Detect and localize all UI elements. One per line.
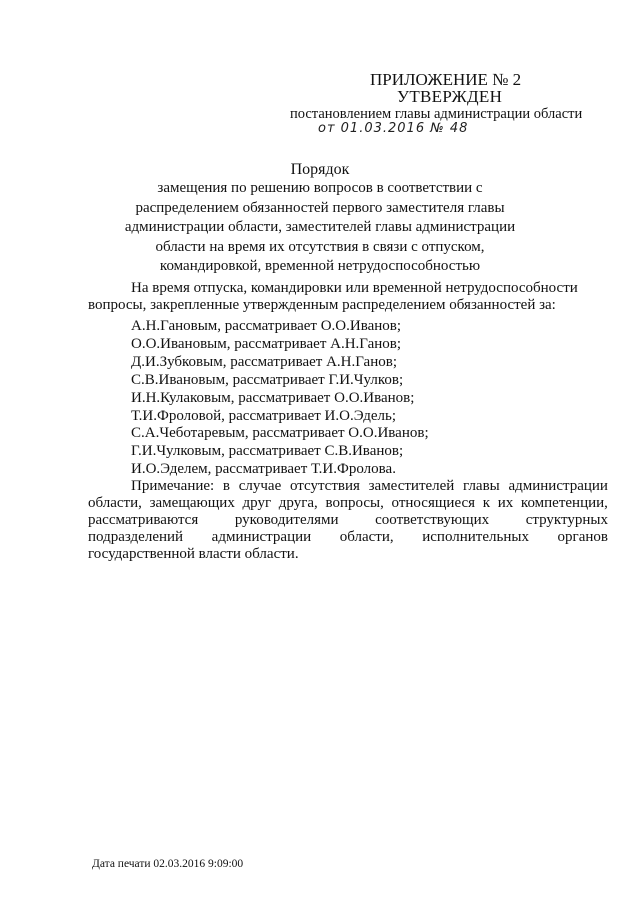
intro-line-2: вопросы, закрепленные утвержденным распределением обязанностей за:: [88, 297, 556, 313]
note-word: к: [482, 495, 491, 511]
assignment-list: [131, 318, 429, 479]
subtitle-line: администрации области, заместителей главы администрации: [124, 219, 516, 235]
note-word: структурных: [525, 512, 608, 528]
decree-reference: постановлением главы администрации области: [290, 106, 583, 122]
list-item: Г.И.Чулковым, рассматривает С.В.Иванов;: [131, 443, 404, 460]
note-word: относящиеся: [391, 495, 476, 511]
approved-heading: УТВЕРЖДЕН: [397, 87, 503, 106]
note-word: администрации: [211, 529, 312, 545]
list-item: И.О.Эделем, рассматривает Т.И.Фролова.: [131, 461, 396, 478]
note-word: компетенции,: [520, 495, 608, 511]
note-word: вопросы,: [325, 495, 384, 511]
note-word: области,: [339, 529, 394, 545]
note-word: руководителями: [234, 512, 339, 528]
list-item: С.В.Ивановым, рассматривает Г.И.Чулков;: [131, 371, 404, 388]
subtitle-line: распределением обязанностей первого заместителя главы: [135, 199, 505, 216]
note-word: исполнительных: [422, 529, 529, 545]
note-word: заместителей: [368, 478, 455, 494]
list-item: Т.И.Фроловой, рассматривает И.О.Эдель;: [131, 407, 397, 424]
note-line-2: [88, 495, 608, 512]
note-word: подразделений: [88, 529, 184, 545]
note-word: друг: [242, 495, 272, 511]
subtitle-line: замещения по решению вопросов в соответствии с: [157, 180, 483, 196]
list-item: И.Н.Кулаковым, рассматривает О.О.Иванов;: [131, 389, 415, 406]
note-word: органов: [557, 529, 608, 545]
note-word: области,: [88, 495, 142, 511]
note-word: рассматриваются: [88, 512, 199, 528]
note-word: главы: [463, 478, 500, 494]
print-date: Дата печати 02.03.2016 9:09:00: [92, 858, 244, 870]
subtitle-line: области на время их отсутствия в связи с отпуском,: [155, 238, 485, 255]
note-word: Примечание:: [131, 478, 215, 494]
appendix-number: ПРИЛОЖЕНИЕ № 2: [370, 70, 522, 89]
note-line-1: [131, 478, 608, 495]
note-word: администрации: [508, 478, 608, 494]
document-subtitle: [120, 179, 520, 277]
note-line-4: [88, 529, 608, 546]
note-word: их: [497, 495, 514, 511]
subtitle-line: командировкой, временной нетрудоспособностью: [159, 258, 481, 274]
list-item: Д.И.Зубковым, рассматривает А.Н.Ганов;: [131, 353, 397, 370]
note-word: замещающих: [149, 495, 235, 511]
handwritten-date-number: от 01.03.2016 № 48: [318, 121, 469, 136]
note-line-3: [88, 512, 608, 529]
note-word: друга,: [278, 495, 318, 511]
document-title: Порядок: [290, 161, 350, 178]
list-item: А.Н.Гановым, рассматривает О.О.Иванов;: [131, 318, 402, 334]
note-word: соответствующих: [375, 512, 490, 528]
note-word: случае: [238, 478, 282, 494]
intro-line-1: На время отпуска, командировки или временной нетрудоспособности: [131, 280, 578, 296]
note-line-5: государственной власти области.: [88, 546, 299, 562]
note-word: отсутствия: [289, 478, 360, 494]
list-item: О.О.Ивановым, рассматривает А.Н.Ганов;: [131, 335, 402, 352]
list-item: С.А.Чеботаревым, рассматривает О.О.Иванов;: [131, 425, 429, 442]
note-word: в: [222, 478, 231, 494]
